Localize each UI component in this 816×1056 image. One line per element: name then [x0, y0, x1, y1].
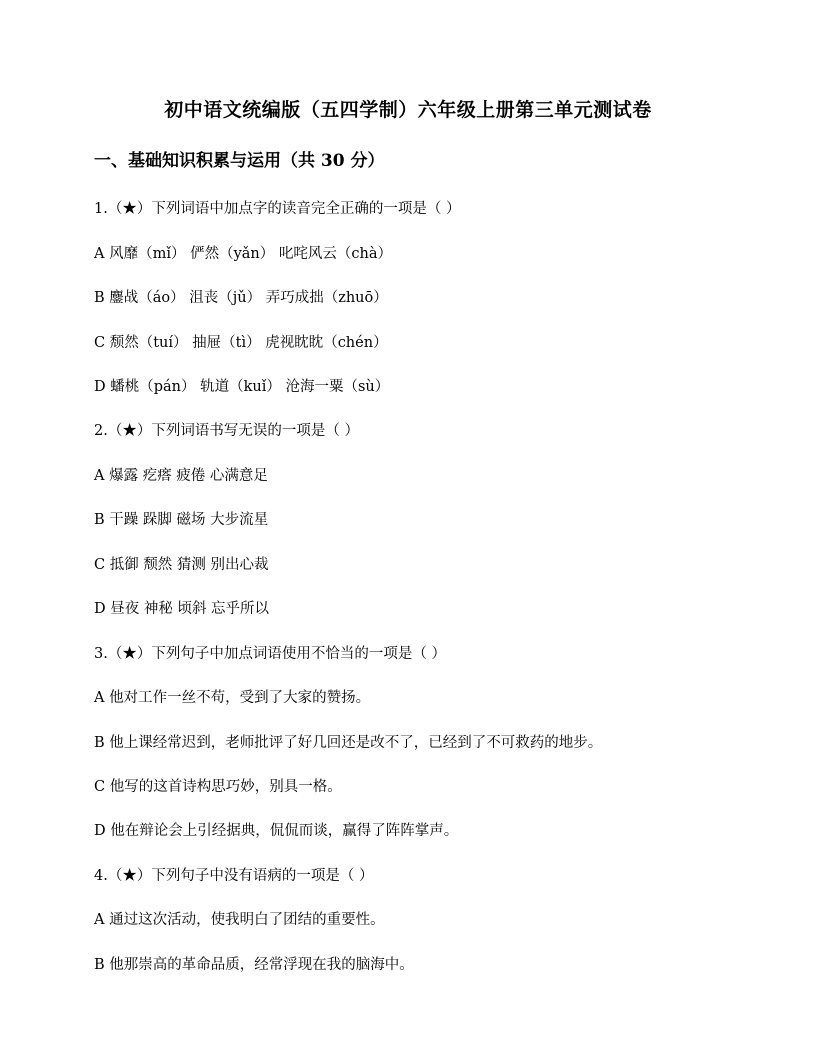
question-4-option-a: A 通过这次活动，使我明白了团结的重要性。: [94, 912, 385, 928]
question-2-option-b: B 干躁 跺脚 磁场 大步流星: [94, 512, 269, 528]
question-1-option-a: A 风靡（mǐ） 俨然（yǎn） 叱咤风云（chà）: [94, 246, 392, 262]
question-3-option-a: A 他对工作一丝不苟，受到了大家的赞扬。: [94, 690, 371, 706]
question-4-option-b: B 他那崇高的革命品质，经常浮现在我的脑海中。: [94, 957, 414, 973]
question-3: 3.（★）下列句子中加点词语使用不恰当的一项是（ ）: [94, 646, 446, 662]
question-1-option-c: C 颓然（tuí） 抽屉（tì） 虎视眈眈（chén）: [94, 335, 388, 351]
question-2-option-d: D 昼夜 神秘 顷斜 忘乎所以: [94, 601, 270, 617]
question-4: 4.（★）下列句子中没有语病的一项是（ ）: [94, 868, 374, 884]
question-2: 2.（★）下列词语书写无误的一项是（ ）: [94, 423, 359, 439]
question-1-option-b: B 鏖战（áo） 沮丧（jǔ） 弄巧成拙（zhuō）: [94, 290, 388, 306]
question-2-option-a: A 爆露 疙瘩 疲倦 心满意足: [94, 468, 268, 484]
question-3-option-d: D 他在辩论会上引经据典，侃侃而谈，赢得了阵阵掌声。: [94, 823, 459, 839]
question-1-option-d: D 蟠桃（pán） 轨道（kuǐ） 沧海一粟（sù）: [94, 379, 390, 395]
section-heading: 一、基础知识积累与运用（共 30 分）: [94, 151, 385, 171]
question-3-option-b: B 他上课经常迟到，老师批评了好几回还是改不了，已经到了不可救药的地步。: [94, 735, 603, 751]
question-2-option-c: C 抵御 颓然 猜测 别出心裁: [94, 557, 269, 573]
question-3-option-c: C 他写的这首诗构思巧妙，别具一格。: [94, 779, 342, 795]
page-title: 初中语文统编版（五四学制）六年级上册第三单元测试卷: [164, 99, 652, 121]
question-1: 1.（★）下列词语中加点字的读音完全正确的一项是（ ）: [94, 201, 461, 217]
